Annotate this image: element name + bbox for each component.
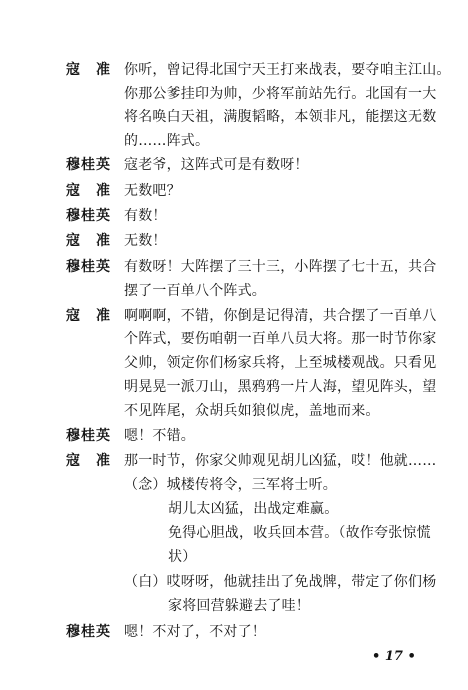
- text-line: 状）: [168, 549, 197, 565]
- text-line: 不见阵尾，众胡兵如狼似虎，盖地而来。: [124, 403, 380, 419]
- text-line: 寇老爷，这阵式可是有数呀！: [124, 157, 309, 173]
- text-line: 嗯！不错。: [124, 428, 195, 444]
- text-line: 啊啊啊，不错，你倒是记得清，共合摆了一百单八: [124, 308, 437, 324]
- text-line: 嗯！不对了，不对了！: [124, 624, 266, 640]
- speaker-mu-guiying: 穆桂英: [66, 157, 111, 173]
- text-line: 的……阵式。: [124, 133, 210, 149]
- speaker-mu-guiying: 穆桂英: [66, 428, 111, 444]
- text-line: 无数吧？: [124, 183, 181, 199]
- text-line: 那一时节，你家父帅观见胡儿凶猛，哎！他就……: [124, 453, 437, 469]
- speaker-kou-zhun: 寇 准: [66, 183, 111, 199]
- speaker-mu-guiying: 穆桂英: [66, 208, 111, 224]
- text-line: 免得心胆战，收兵回本营。（故作夸张惊慌: [168, 525, 431, 541]
- text-line: 胡儿太凶猛，出战定难赢。: [168, 501, 339, 517]
- text-line: 父帅，领定你们杨家兵将，上至城楼观战。只看见: [124, 355, 437, 371]
- text-line: 将名唤白天祖，满腹韬略，本领非凡，能摆这无数: [124, 109, 437, 125]
- text-line: 个阵式，要伤咱朝一百单八员大将。那一时节你家: [124, 331, 437, 347]
- speaker-kou-zhun: 寇 准: [66, 453, 111, 469]
- text-line: 家将回营躲避去了哇！: [168, 598, 310, 614]
- text-line: 有数呀！大阵摆了三十三，小阵摆了七十五，共合: [124, 259, 437, 275]
- text-line: 明晃晃一派刀山，黑鸦鸦一片人海，望见阵头，望: [124, 379, 437, 395]
- text-line: 摆了一百单八个阵式。: [124, 283, 266, 299]
- text-line: 无数！: [124, 233, 167, 249]
- text-line: 你听，曾记得北国宁天王打来战表，要夺咱主江山。: [124, 62, 451, 78]
- text-line: （念）城楼传将令，三军将士听。: [124, 477, 337, 493]
- text-line: 你那公爹挂印为帅，少将军前站先行。北国有一大: [124, 86, 437, 102]
- text-line: （白）哎呀呀，他就挂出了免战牌，带定了你们杨: [124, 574, 437, 590]
- speaker-kou-zhun: 寇 准: [66, 62, 111, 78]
- page-number: • 17 •: [372, 649, 416, 664]
- speaker-mu-guiying: 穆桂英: [66, 624, 111, 640]
- speaker-kou-zhun: 寇 准: [66, 233, 111, 249]
- speaker-kou-zhun: 寇 准: [66, 308, 111, 324]
- text-line: 有数！: [124, 208, 167, 224]
- speaker-mu-guiying: 穆桂英: [66, 259, 111, 275]
